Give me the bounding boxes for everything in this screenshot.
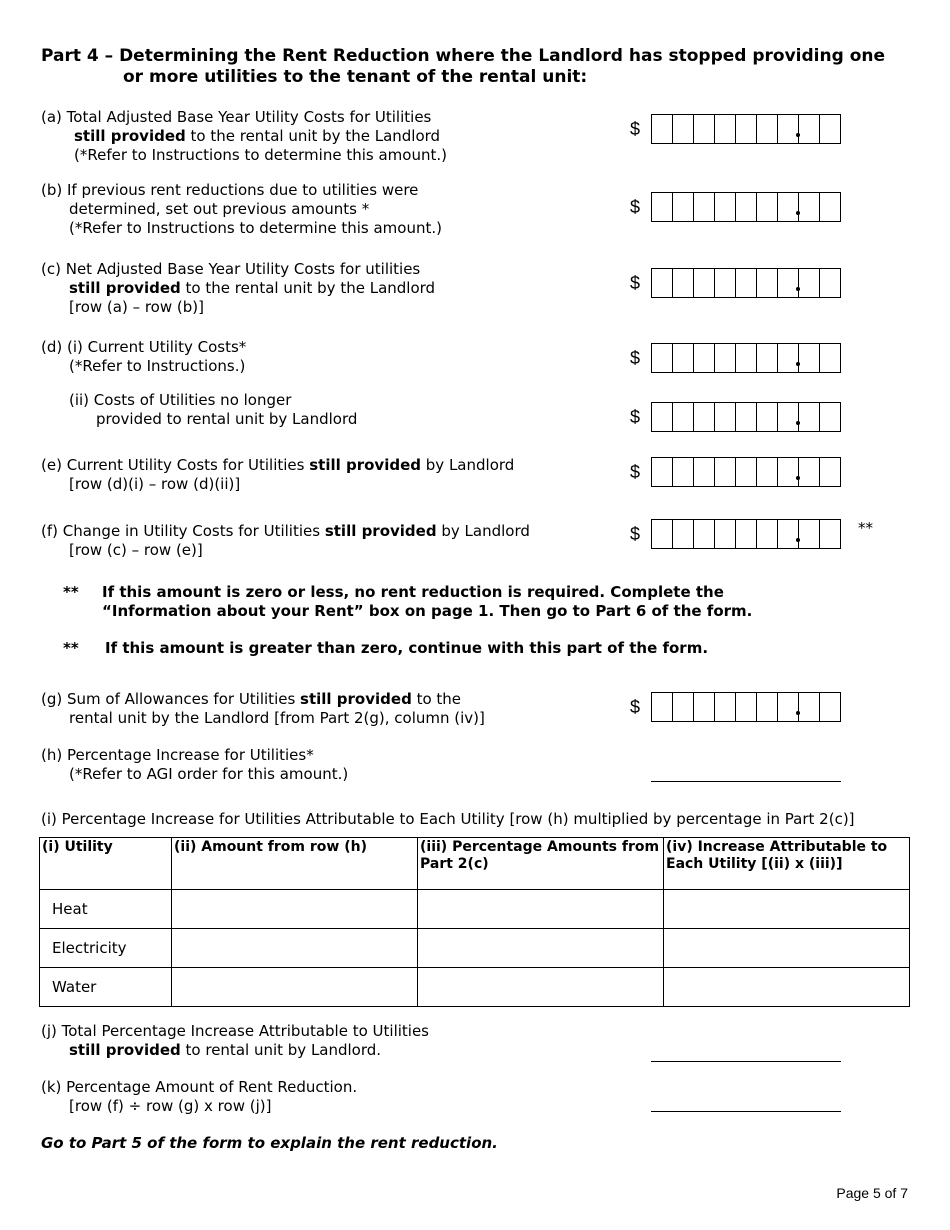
row-k-label: (k) Percentage Amount of Rent Reduction. [row (f) ÷ row (g) x row (j)] (41, 1078, 358, 1115)
note-greater-than-zero: ** If this amount is greater than zero, continue with this part of the form. (63, 639, 709, 657)
dollar-sign: $ (630, 407, 641, 427)
column-header: (iv) Increase Attributable to Each Utility [(ii) x (iii)] (664, 838, 910, 890)
digit-cell[interactable] (757, 403, 778, 431)
digit-cell[interactable] (820, 115, 840, 143)
row-g-amount-field[interactable] (651, 692, 841, 722)
digit-cell[interactable] (799, 458, 820, 486)
digit-cell[interactable] (778, 403, 799, 431)
amount-cell[interactable] (172, 968, 418, 1007)
digit-cell[interactable] (673, 693, 694, 721)
percentage-cell[interactable] (418, 968, 664, 1007)
dollar-sign: $ (630, 119, 641, 139)
row-c-label: (c) Net Adjusted Base Year Utility Costs for utilities still provided to the rental unit by the Landlord [row (a) – row (b)] (41, 260, 436, 316)
digit-cell[interactable] (736, 344, 757, 372)
digit-cell[interactable] (757, 344, 778, 372)
digit-cell[interactable] (820, 458, 840, 486)
percentage-cell[interactable] (418, 890, 664, 929)
utility-increase-table (39, 837, 910, 1007)
digit-cell[interactable] (694, 403, 715, 431)
part-4-title (41, 46, 921, 88)
digit-cell[interactable] (820, 344, 840, 372)
digit-cell[interactable] (694, 693, 715, 721)
digit-cell[interactable] (778, 269, 799, 297)
digit-cell[interactable] (757, 458, 778, 486)
digit-cell[interactable] (736, 193, 757, 221)
digit-cell[interactable] (757, 193, 778, 221)
row-k-percentage-field[interactable] (651, 1091, 841, 1112)
digit-cell[interactable] (736, 269, 757, 297)
row-b-amount-field[interactable] (651, 192, 841, 222)
digit-cell[interactable] (778, 693, 799, 721)
row-h-label: (h) Percentage Increase for Utilities* (*Refer to AGI order for this amount.) (41, 746, 349, 783)
digit-cell[interactable] (799, 269, 820, 297)
digit-cell[interactable] (715, 115, 736, 143)
digit-cell[interactable] (694, 193, 715, 221)
digit-cell[interactable] (673, 520, 694, 548)
row-g-label: (g) Sum of Allowances for Utilities still provided to the rental unit by the Landlord [from Part 2(g), column (iv)] (41, 690, 485, 727)
increase-cell[interactable] (664, 968, 910, 1007)
dollar-sign: $ (630, 462, 641, 482)
row-i-label: (i) Percentage Increase for Utilities Attributable to Each Utility [row (h) multiplied by percentage in Part 2(c)] (41, 810, 855, 828)
digit-cell[interactable] (715, 269, 736, 297)
utility-name: Water (40, 968, 172, 1007)
table-row (40, 890, 910, 929)
goto-part-5-instruction: Go to Part 5 of the form to explain the rent reduction. (41, 1134, 498, 1152)
row-d-ii-label: (ii) Costs of Utilities no longer provided to rental unit by Landlord (69, 391, 358, 428)
row-j-label: (j) Total Percentage Increase Attributable to Utilities still provided to rental unit by Landlord. (41, 1022, 430, 1059)
digit-cell[interactable] (799, 403, 820, 431)
row-b-label: (b) If previous rent reductions due to utilities were determined, set out previous amounts * (*Refer to Instructions to determine this amount.) (41, 181, 442, 237)
amount-cell[interactable] (172, 890, 418, 929)
page-number: Page 5 of 7 (836, 1185, 908, 1201)
digit-cell[interactable] (820, 520, 840, 548)
digit-cell[interactable] (715, 693, 736, 721)
digit-cell[interactable] (673, 193, 694, 221)
row-c-amount-field[interactable] (651, 268, 841, 298)
dollar-sign: $ (630, 697, 641, 717)
utility-name: Heat (40, 890, 172, 929)
amount-cell[interactable] (172, 929, 418, 968)
digit-cell[interactable] (778, 458, 799, 486)
column-header: (iii) Percentage Amounts from Part 2(c) (418, 838, 664, 890)
digit-cell[interactable] (757, 115, 778, 143)
digit-cell[interactable] (799, 115, 820, 143)
digit-cell[interactable] (799, 693, 820, 721)
digit-cell[interactable] (694, 115, 715, 143)
dollar-sign: $ (630, 273, 641, 293)
increase-cell[interactable] (664, 929, 910, 968)
digit-cell[interactable] (799, 193, 820, 221)
digit-cell[interactable] (673, 115, 694, 143)
digit-cell[interactable] (715, 520, 736, 548)
row-f-marker: ** (858, 519, 873, 537)
digit-cell[interactable] (673, 344, 694, 372)
row-a-amount-field[interactable] (651, 114, 841, 144)
column-header: (i) Utility (40, 838, 172, 890)
row-d-i-label: (d) (i) Current Utility Costs* (*Refer to Instructions.) (41, 338, 247, 375)
table-row (40, 929, 910, 968)
column-header: (ii) Amount from row (h) (172, 838, 418, 890)
row-d-ii-amount-field[interactable] (651, 402, 841, 432)
row-f-label: (f) Change in Utility Costs for Utilities still provided by Landlord [row (c) – row (e)] (41, 522, 530, 559)
digit-cell[interactable] (820, 193, 840, 221)
utility-name: Electricity (40, 929, 172, 968)
row-a-label: (a) Total Adjusted Base Year Utility Costs for Utilities still provided to the rental unit by the Landlord (*Refer to Instructions to determine this amount.) (41, 108, 447, 164)
digit-cell[interactable] (715, 344, 736, 372)
digit-cell[interactable] (778, 115, 799, 143)
row-e-amount-field[interactable] (651, 457, 841, 487)
digit-cell[interactable] (820, 693, 840, 721)
digit-cell[interactable] (715, 458, 736, 486)
digit-cell[interactable] (652, 269, 673, 297)
note-zero-or-less: ** If this amount is zero or less, no rent reduction is required. Complete the “Information about your Rent” box on page 1. Then go to Part 6 of the form. (63, 583, 753, 620)
digit-cell[interactable] (757, 520, 778, 548)
digit-cell[interactable] (652, 115, 673, 143)
digit-cell[interactable] (694, 269, 715, 297)
digit-cell[interactable] (652, 520, 673, 548)
dollar-sign: $ (630, 348, 641, 368)
digit-cell[interactable] (736, 520, 757, 548)
digit-cell[interactable] (736, 693, 757, 721)
digit-cell[interactable] (715, 403, 736, 431)
digit-cell[interactable] (757, 269, 778, 297)
row-d-i-amount-field[interactable] (651, 343, 841, 373)
digit-cell[interactable] (652, 344, 673, 372)
digit-cell[interactable] (694, 520, 715, 548)
table-header-row (40, 838, 910, 890)
table-row (40, 968, 910, 1007)
digit-cell[interactable] (652, 193, 673, 221)
percentage-cell[interactable] (418, 929, 664, 968)
digit-cell[interactable] (652, 693, 673, 721)
increase-cell[interactable] (664, 890, 910, 929)
digit-cell[interactable] (757, 693, 778, 721)
digit-cell[interactable] (673, 269, 694, 297)
digit-cell[interactable] (673, 458, 694, 486)
digit-cell[interactable] (778, 344, 799, 372)
digit-cell[interactable] (652, 458, 673, 486)
row-j-percentage-field[interactable] (651, 1041, 841, 1062)
digit-cell[interactable] (673, 403, 694, 431)
digit-cell[interactable] (694, 344, 715, 372)
digit-cell[interactable] (799, 344, 820, 372)
title-line-2: or more utilities to the tenant of the rental unit: (123, 67, 588, 87)
digit-cell[interactable] (799, 520, 820, 548)
row-h-percentage-field[interactable] (651, 761, 841, 782)
digit-cell[interactable] (736, 115, 757, 143)
digit-cell[interactable] (694, 458, 715, 486)
row-f-amount-field[interactable] (651, 519, 841, 549)
digit-cell[interactable] (820, 269, 840, 297)
digit-cell[interactable] (736, 458, 757, 486)
row-e-label: (e) Current Utility Costs for Utilities still provided by Landlord [row (d)(i) – row (d)(ii)] (41, 456, 515, 493)
title-line-1: Part 4 – Determining the Rent Reduction where the Landlord has stopped providing one (41, 46, 886, 66)
digit-cell[interactable] (778, 520, 799, 548)
dollar-sign: $ (630, 524, 641, 544)
digit-cell[interactable] (652, 403, 673, 431)
digit-cell[interactable] (736, 403, 757, 431)
dollar-sign: $ (630, 197, 641, 217)
digit-cell[interactable] (820, 403, 840, 431)
digit-cell[interactable] (778, 193, 799, 221)
digit-cell[interactable] (715, 193, 736, 221)
